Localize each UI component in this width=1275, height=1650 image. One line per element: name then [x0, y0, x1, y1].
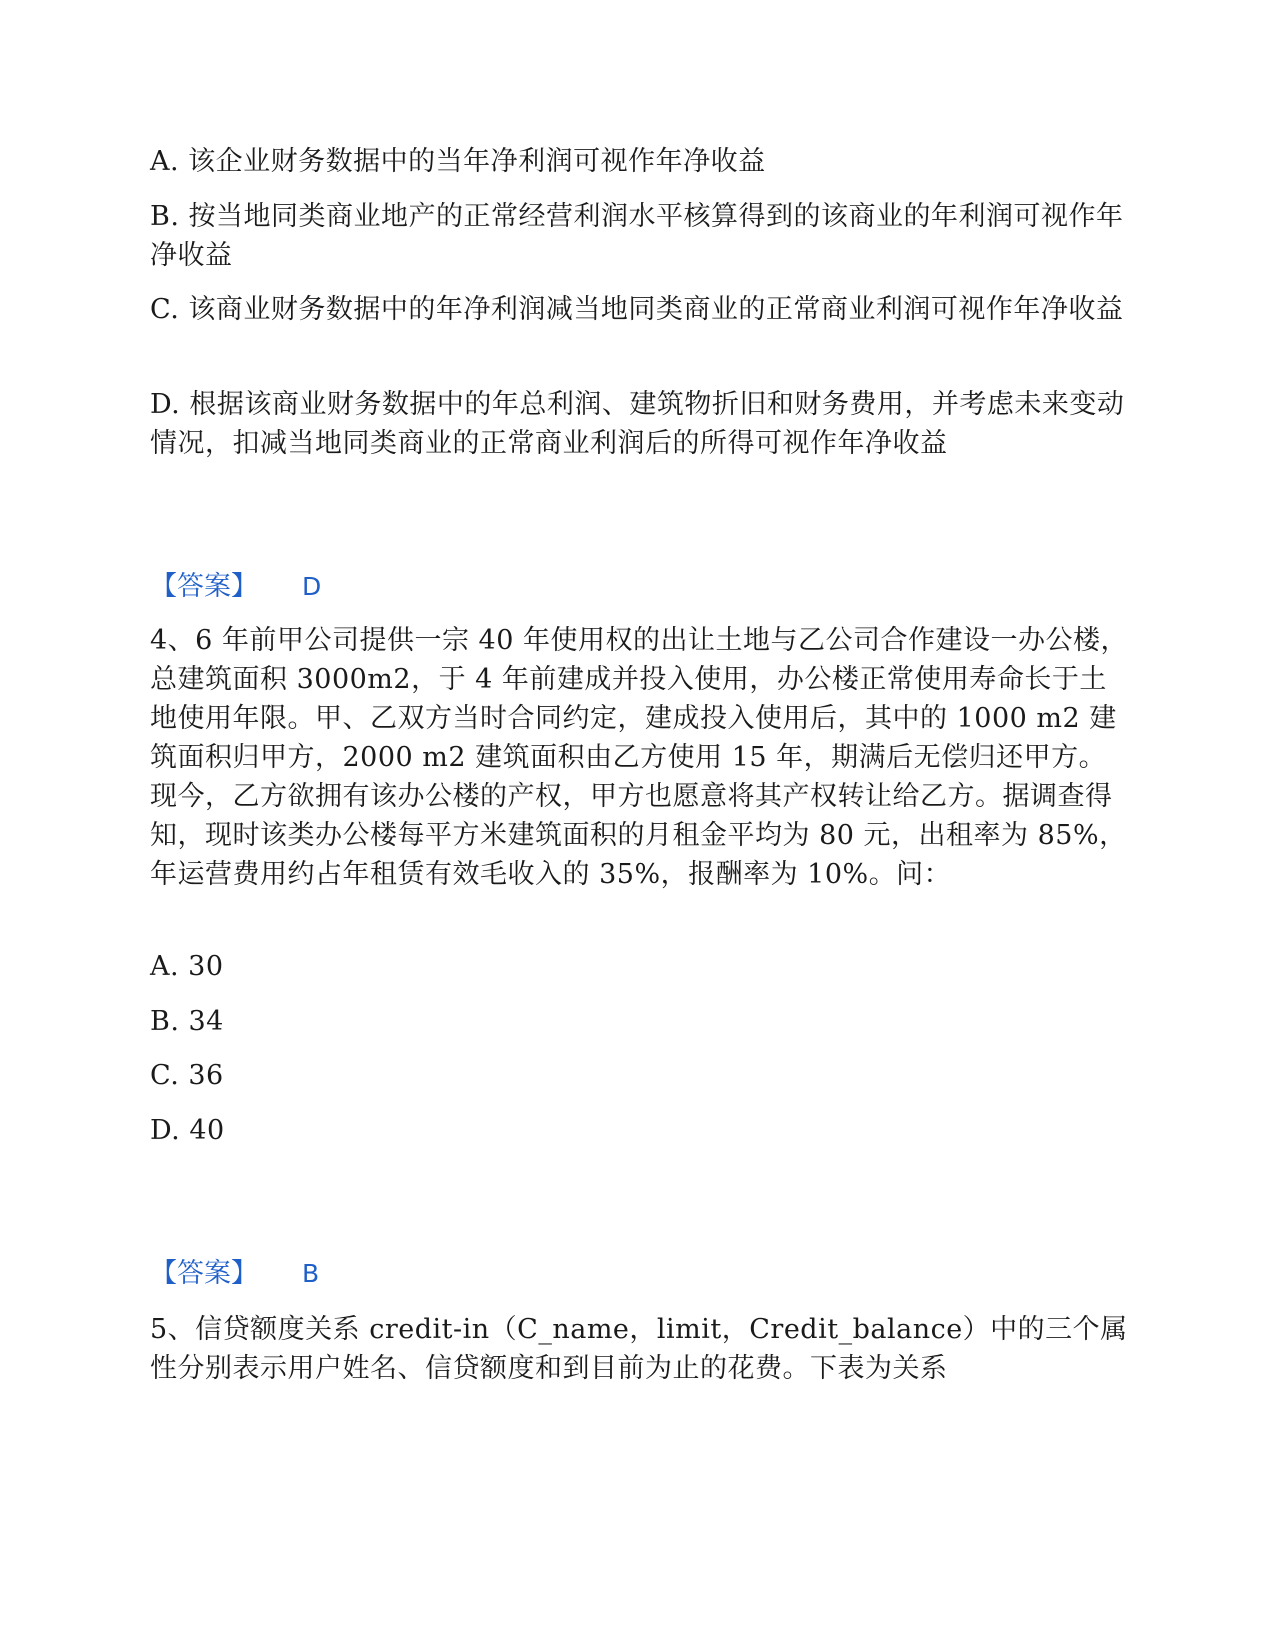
- q3-option-d: D. 根据该商业财务数据中的年总利润、建筑物折旧和财务费用，并考虑未来变动情况，扣减当地同类商业的正常商业利润后的所得可视作年净收益: [150, 389, 1125, 459]
- q4-option-d: D. 40: [150, 1115, 225, 1146]
- q5-stem: 5、信贷额度关系 credit-in（C_name，limit，Credit_balance）中的三个属性分别表示用户姓名、信贷额度和到目前为止的花费。下表为关系: [150, 1314, 1128, 1384]
- q3-answer: [150, 567, 321, 606]
- answer-value: D: [302, 572, 322, 601]
- q4-answer: [150, 1254, 319, 1293]
- q3-option-a: A. 该企业财务数据中的当年净利润可视作年净收益: [150, 146, 766, 177]
- answer-label: 【答案】: [150, 571, 258, 602]
- answer-label: 【答案】: [150, 1258, 258, 1289]
- q4-option-c: C. 36: [150, 1060, 224, 1091]
- q3-option-c: C. 该商业财务数据中的年净利润减当地同类商业的正常商业利润可视作年净收益: [150, 294, 1124, 325]
- answer-value: B: [302, 1259, 320, 1288]
- q4-stem: 4、6 年前甲公司提供一宗 40 年使用权的出让土地与乙公司合作建设一办公楼，总建筑面积 3000m2，于 4 年前建成并投入使用，办公楼正常使用寿命长于土地使用年限。甲、乙双方当时合同约定，建成投入使用后，其中的 1000 m2 建筑面积归甲方，2000 m2 建筑面积由乙方使用 15 年，期满后无偿归还甲方。现今，乙方欲拥有该办公楼的产权，甲方也愿意将其产权转让给乙方。据调查得知，现时该类办公楼每平方米建筑面积的月租金平均为 80 元，出租率为 85%，年运营费用约占年租赁有效毛收入的 35%，报酬率为 10%。问：: [150, 625, 1128, 890]
- q4-option-a: A. 30: [150, 951, 224, 982]
- q4-option-b: B. 34: [150, 1006, 224, 1037]
- q3-option-b: B. 按当地同类商业地产的正常经营利润水平核算得到的该商业的年利润可视作年净收益: [150, 201, 1124, 271]
